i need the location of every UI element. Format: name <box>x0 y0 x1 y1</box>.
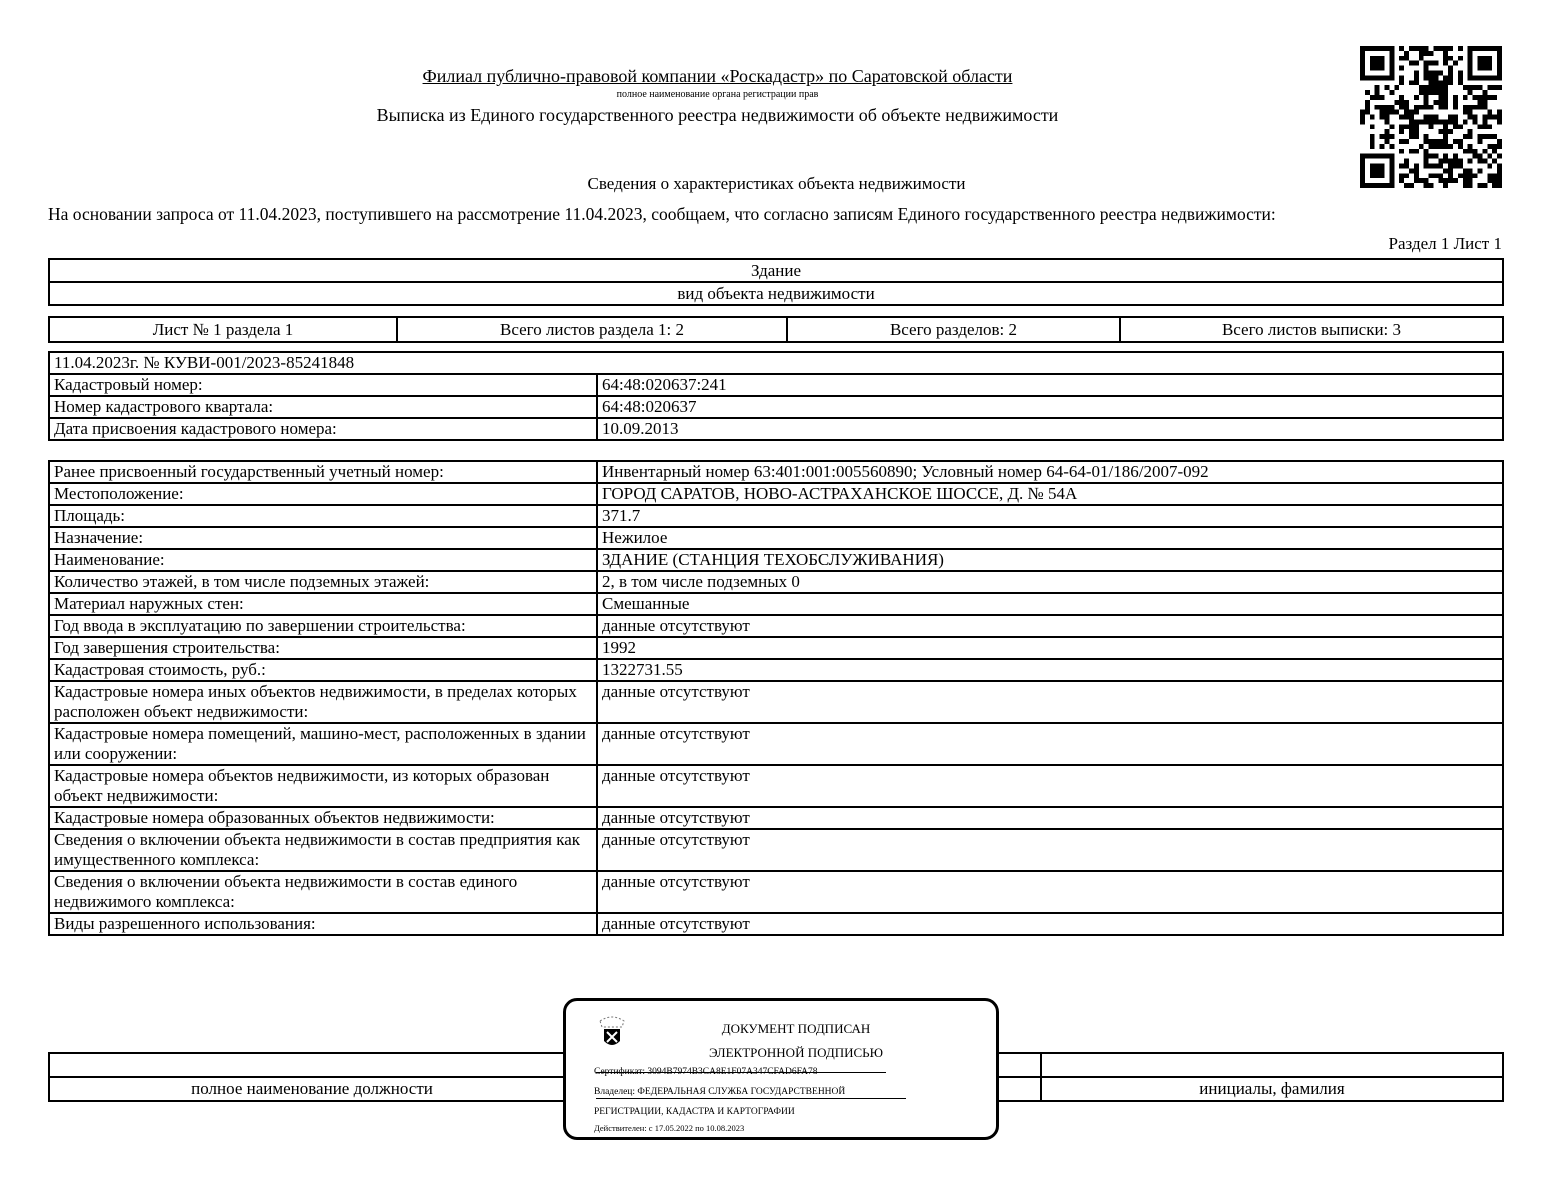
row-value: данные отсутствуют <box>597 765 1503 807</box>
row-label: Ранее присвоенный государственный учетный номер: <box>49 461 597 483</box>
row-value: данные отсутствуют <box>597 829 1503 871</box>
row-label: Площадь: <box>49 505 597 527</box>
table-row <box>49 593 1503 615</box>
row-value: данные отсутствуют <box>597 871 1503 913</box>
stamp-owner: Владелец: ФЕДЕРАЛЬНАЯ СЛУЖБА ГОСУДАРСТВЕННОЙ <box>594 1087 846 1097</box>
name-caption: инициалы, фамилия <box>1041 1077 1503 1101</box>
table-row <box>49 527 1503 549</box>
row-value: ЗДАНИЕ (СТАНЦИЯ ТЕХОБСЛУЖИВАНИЯ) <box>597 549 1503 571</box>
row-value: Нежилое <box>597 527 1503 549</box>
row-value: 2, в том числе подземных 0 <box>597 571 1503 593</box>
row-value: данные отсутствуют <box>597 723 1503 765</box>
row-value: 10.09.2013 <box>597 418 1503 440</box>
object-kind-table <box>48 258 1504 306</box>
table-row <box>49 765 1503 807</box>
row-label: Кадастровая стоимость, руб.: <box>49 659 597 681</box>
section-title: Сведения о характеристиках объекта недвижимости <box>587 174 966 193</box>
intro-text: На основании запроса от 11.04.2023, поступившего на рассмотрение 11.04.2023, сообщаем, что согласно записям Единого государственного реестра недвижимости: <box>48 204 1276 224</box>
row-label: Дата присвоения кадастрового номера: <box>49 418 597 440</box>
stamp-line-electronic: ЭЛЕКТРОННОЙ ПОДПИСЬЮ <box>709 1045 883 1060</box>
row-label: Виды разрешенного использования: <box>49 913 597 935</box>
row-value: данные отсутствуют <box>597 807 1503 829</box>
sheet-number: Лист № 1 раздела 1 <box>49 317 397 342</box>
row-value: 64:48:020637:241 <box>597 374 1503 396</box>
table-row <box>49 615 1503 637</box>
row-label: Материал наружных стен: <box>49 593 597 615</box>
table-row <box>49 505 1503 527</box>
stamp-certificate: Сертификат: 3094B7974B3CA8E1F07A347CFAD6FA78 <box>594 1067 818 1077</box>
stamp-divider <box>596 1098 906 1099</box>
row-label: Наименование: <box>49 549 597 571</box>
identifiers-table <box>48 351 1504 441</box>
stamp-validity: Действителен: с 17.05.2022 по 10.08.2023 <box>594 1123 745 1133</box>
total-sections: Всего разделов: 2 <box>787 317 1120 342</box>
qr-code-icon <box>1360 46 1502 188</box>
name-cell <box>1041 1053 1503 1077</box>
stamp-line-signed: ДОКУМЕНТ ПОДПИСАН <box>721 1021 871 1036</box>
table-row <box>49 913 1503 935</box>
total-sheets-in-section: Всего листов раздела 1: 2 <box>397 317 787 342</box>
sheet-reference: Раздел 1 Лист 1 <box>1388 234 1502 253</box>
object-kind-value: Здание <box>49 259 1503 282</box>
org-name-caption: полное наименование органа регистрации прав <box>616 89 819 100</box>
table-row <box>49 659 1503 681</box>
document-reference: 11.04.2023г. № КУВИ-001/2023-85241848 <box>49 352 1503 374</box>
row-value: Инвентарный номер 63:401:001:005560890; Условный номер 64-64-01/186/2007-092 <box>597 461 1503 483</box>
object-kind-caption: вид объекта недвижимости <box>49 282 1503 305</box>
row-value: данные отсутствуют <box>597 913 1503 935</box>
table-row <box>49 549 1503 571</box>
row-value: 1992 <box>597 637 1503 659</box>
position-caption: полное наименование должности <box>49 1077 575 1101</box>
table-row <box>49 871 1503 913</box>
row-value: данные отсутствуют <box>597 615 1503 637</box>
row-label: Сведения о включении объекта недвижимости в состав единого недвижимого комплекса: <box>49 871 597 913</box>
table-row <box>49 723 1503 765</box>
electronic-signature-stamp <box>563 998 999 1140</box>
table-row <box>49 637 1503 659</box>
table-row <box>49 483 1503 505</box>
row-value: 371.7 <box>597 505 1503 527</box>
org-name: Филиал публично-правовой компании «Роскадастр» по Саратовской области <box>422 66 1013 86</box>
row-value: 1322731.55 <box>597 659 1503 681</box>
table-row <box>49 461 1503 483</box>
total-sheets: Всего листов выписки: 3 <box>1120 317 1503 342</box>
row-label: Сведения о включении объекта недвижимости в состав предприятия как имущественного комплекса: <box>49 829 597 871</box>
row-value: 64:48:020637 <box>597 396 1503 418</box>
row-label: Количество этажей, в том числе подземных этажей: <box>49 571 597 593</box>
row-value: Смешанные <box>597 593 1503 615</box>
row-label: Местоположение: <box>49 483 597 505</box>
table-row <box>49 571 1503 593</box>
sheets-info-table <box>48 316 1504 343</box>
row-label: Назначение: <box>49 527 597 549</box>
table-row <box>49 807 1503 829</box>
row-label: Кадастровые номера объектов недвижимости, из которых образован объект недвижимости: <box>49 765 597 807</box>
table-row <box>49 829 1503 871</box>
row-label: Кадастровые номера образованных объектов недвижимости: <box>49 807 597 829</box>
row-value: ГОРОД САРАТОВ, НОВО-АСТРАХАНСКОЕ ШОССЕ, Д. № 54А <box>597 483 1503 505</box>
characteristics-table <box>48 460 1504 936</box>
table-row <box>49 418 1503 440</box>
row-label: Кадастровые номера помещений, машино-мест, расположенных в здании или сооружении: <box>49 723 597 765</box>
row-label: Кадастровый номер: <box>49 374 597 396</box>
document-title: Выписка из Единого государственного реестра недвижимости об объекте недвижимости <box>376 105 1059 125</box>
position-cell <box>49 1053 575 1077</box>
row-value: данные отсутствуют <box>597 681 1503 723</box>
row-label: Год ввода в эксплуатацию по завершении строительства: <box>49 615 597 637</box>
table-row <box>49 374 1503 396</box>
table-row <box>49 681 1503 723</box>
row-label: Год завершения строительства: <box>49 637 597 659</box>
stamp-owner-continued: РЕГИСТРАЦИИ, КАДАСТРА И КАРТОГРАФИИ <box>594 1107 795 1117</box>
row-label: Кадастровые номера иных объектов недвижимости, в пределах которых расположен объект недвижимости: <box>49 681 597 723</box>
table-row <box>49 396 1503 418</box>
row-label: Номер кадастрового квартала: <box>49 396 597 418</box>
